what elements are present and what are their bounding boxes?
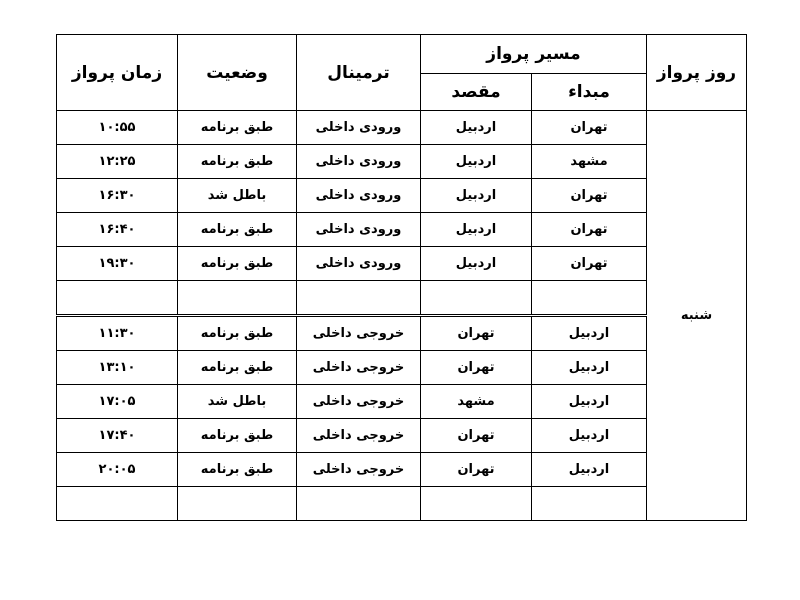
cell-status: طبق برنامه: [178, 213, 297, 247]
cell-terminal: خروجی داخلی: [297, 316, 421, 351]
cell-origin: تهران: [532, 111, 647, 145]
cell-status: طبق برنامه: [178, 111, 297, 145]
cell-terminal: ورودی داخلی: [297, 111, 421, 145]
cell-status: طبق برنامه: [178, 316, 297, 351]
cell-origin: تهران: [532, 179, 647, 213]
header-destination: مقصد: [421, 74, 532, 111]
cell-terminal: خروجی داخلی: [297, 453, 421, 487]
cell-origin: اردبیل: [532, 351, 647, 385]
cell-time: ۱۹:۳۰: [57, 247, 178, 281]
cell-day: شنبه: [647, 111, 747, 521]
cell-destination: اردبیل: [421, 145, 532, 179]
table-row: [57, 213, 747, 247]
header-status: وضعیت: [178, 35, 297, 111]
table-row: [57, 111, 747, 145]
cell-origin: مشهد: [532, 145, 647, 179]
cell-destination: تهران: [421, 316, 532, 351]
table-row: [57, 453, 747, 487]
header-terminal: ترمینال: [297, 35, 421, 111]
cell-status: باطل شد: [178, 179, 297, 213]
header-route: مسیر پرواز: [421, 35, 647, 74]
cell-destination: تهران: [421, 351, 532, 385]
header-flight-time: زمان پرواز: [57, 35, 178, 111]
cell-time: ۱۱:۳۰: [57, 316, 178, 351]
cell-origin: اردبیل: [532, 419, 647, 453]
cell-destination: تهران: [421, 419, 532, 453]
cell-destination: اردبیل: [421, 111, 532, 145]
cell-status: طبق برنامه: [178, 351, 297, 385]
table-row: [57, 316, 747, 351]
header-day: روز پرواز: [647, 35, 747, 111]
header-origin: مبداء: [532, 74, 647, 111]
empty-row: [57, 487, 747, 521]
table-row: [57, 247, 747, 281]
cell-destination: مشهد: [421, 385, 532, 419]
cell-terminal: ورودی داخلی: [297, 213, 421, 247]
cell-terminal: خروجی داخلی: [297, 351, 421, 385]
cell-terminal: خروجی داخلی: [297, 385, 421, 419]
table-row: [57, 179, 747, 213]
flight-schedule-table: [56, 34, 747, 521]
cell-time: ۱۲:۲۵: [57, 145, 178, 179]
cell-destination: اردبیل: [421, 247, 532, 281]
cell-time: ۲۰:۰۵: [57, 453, 178, 487]
cell-status: طبق برنامه: [178, 453, 297, 487]
cell-origin: اردبیل: [532, 385, 647, 419]
cell-terminal: ورودی داخلی: [297, 179, 421, 213]
cell-status: طبق برنامه: [178, 145, 297, 179]
table-row: [57, 385, 747, 419]
cell-time: ۱۷:۴۰: [57, 419, 178, 453]
cell-time: ۱۶:۳۰: [57, 179, 178, 213]
cell-status: طبق برنامه: [178, 247, 297, 281]
cell-time: ۱۶:۴۰: [57, 213, 178, 247]
table-row: [57, 419, 747, 453]
cell-destination: تهران: [421, 453, 532, 487]
table-row: [57, 145, 747, 179]
cell-terminal: خروجی داخلی: [297, 419, 421, 453]
cell-time: ۱۳:۱۰: [57, 351, 178, 385]
cell-destination: اردبیل: [421, 179, 532, 213]
cell-origin: تهران: [532, 213, 647, 247]
cell-time: ۱۰:۵۵: [57, 111, 178, 145]
cell-status: باطل شد: [178, 385, 297, 419]
cell-origin: اردبیل: [532, 316, 647, 351]
table-row: [57, 351, 747, 385]
cell-status: طبق برنامه: [178, 419, 297, 453]
cell-terminal: ورودی داخلی: [297, 145, 421, 179]
cell-terminal: ورودی داخلی: [297, 247, 421, 281]
cell-origin: تهران: [532, 247, 647, 281]
cell-destination: اردبیل: [421, 213, 532, 247]
cell-origin: اردبیل: [532, 453, 647, 487]
cell-time: ۱۷:۰۵: [57, 385, 178, 419]
empty-row: [57, 281, 747, 316]
